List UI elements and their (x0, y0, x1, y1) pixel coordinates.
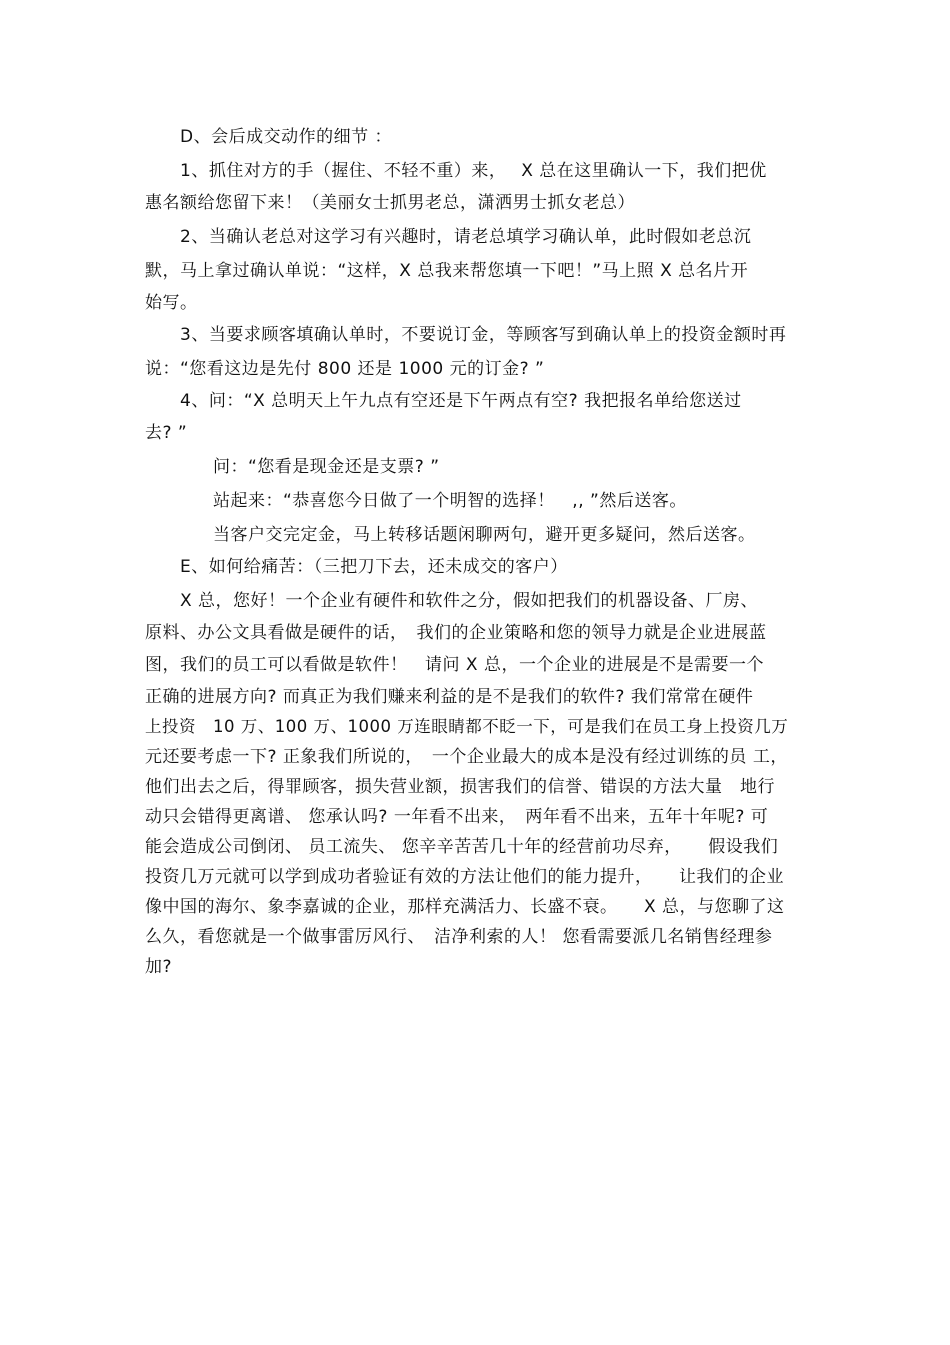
text-line: X 总，您好！一个企业有硬件和软件之分，假如把我们的机器设备、厂房、 (180, 591, 759, 611)
text-line: 2、当确认老总对这学习有兴趣时，请老总填学习确认单，此时假如老总沉 (180, 227, 752, 247)
text-line: 像中国的海尔、象李嘉诚的企业，那样充满活力、长盛不衰。 X 总，与您聊了这 (145, 897, 785, 917)
text-line: 能会造成公司倒闭、 员工流失、 您辛辛苦苦几十年的经营前功尽弃， 假设我们 (145, 837, 779, 857)
text-line: 动只会错得更离谱、 您承认吗? 一年看不出来， 两年看不出来，五年十年呢? 可 (145, 807, 769, 827)
text-line: 始写。 (145, 293, 198, 313)
text-line: 原料、办公文具看做是硬件的话， 我们的企业策略和您的领导力就是企业进展蓝 (145, 623, 767, 643)
text-line: 4、问：“X 总明天上午九点有空还是下午两点有空? 我把报名单给您送过 (180, 391, 742, 411)
section-heading-d: D、会后成交动作的细节 ： (180, 127, 392, 147)
section-heading-e: E、如何给痛苦：（三把刀下去，还未成交的客户） (180, 557, 568, 577)
text-line: 当客户交完定金，马上转移话题闲聊两句，避开更多疑问，然后送客。 (213, 525, 756, 545)
text-line: 图，我们的员工可以看做是软件！ 请问 X 总，一个企业的进展是不是需要一个 (145, 655, 764, 675)
text-line: 问：“您看是现金还是支票? ” (213, 457, 440, 477)
text-line: 惠名额给您留下来！（美丽女士抓男老总，潇洒男士抓女老总） (145, 193, 635, 213)
text-line: 站起来：“恭喜您今日做了一个明智的选择！ ,, ”然后送客。 (213, 491, 687, 511)
text-line: 他们出去之后，得罪顾客，损失营业额，损害我们的信誉、错误的方法大量 地行 (145, 777, 775, 797)
text-line: 说：“您看这边是先付 800 还是 1000 元的订金? ” (145, 359, 545, 379)
text-line: 去? ” (145, 423, 188, 443)
text-line: 3、当要求顾客填确认单时，不要说订金，等顾客写到确认单上的投资金额时再 (180, 325, 787, 345)
text-line: 加? (145, 957, 173, 977)
text-line: 元还要考虑一下? 正象我们所说的， 一个企业最大的成本是没有经过训练的员 工， (145, 747, 788, 767)
text-line: 么久，看您就是一个做事雷厉风行、 洁净利索的人！ 您看需要派几名销售经理参 (145, 927, 773, 947)
text-line: 默，马上拿过确认单说：“这样，X 总我来帮您填一下吧！”马上照 X 总名片开 (145, 261, 749, 281)
text-line: 正确的进展方向? 而真正为我们赚来利益的是不是我们的软件? 我们常常在硬件 (145, 687, 754, 707)
text-line: 投资几万元就可以学到成功者验证有效的方法让他们的能力提升， 让我们的企业 (145, 867, 784, 887)
text-line: 上投资 10 万、100 万、1000 万连眼睛都不眨一下，可是我们在员工身上投资几万 (145, 717, 789, 736)
text-line: 1、抓住对方的手（握住、不轻不重）来， X 总在这里确认一下，我们把优 (180, 161, 767, 181)
